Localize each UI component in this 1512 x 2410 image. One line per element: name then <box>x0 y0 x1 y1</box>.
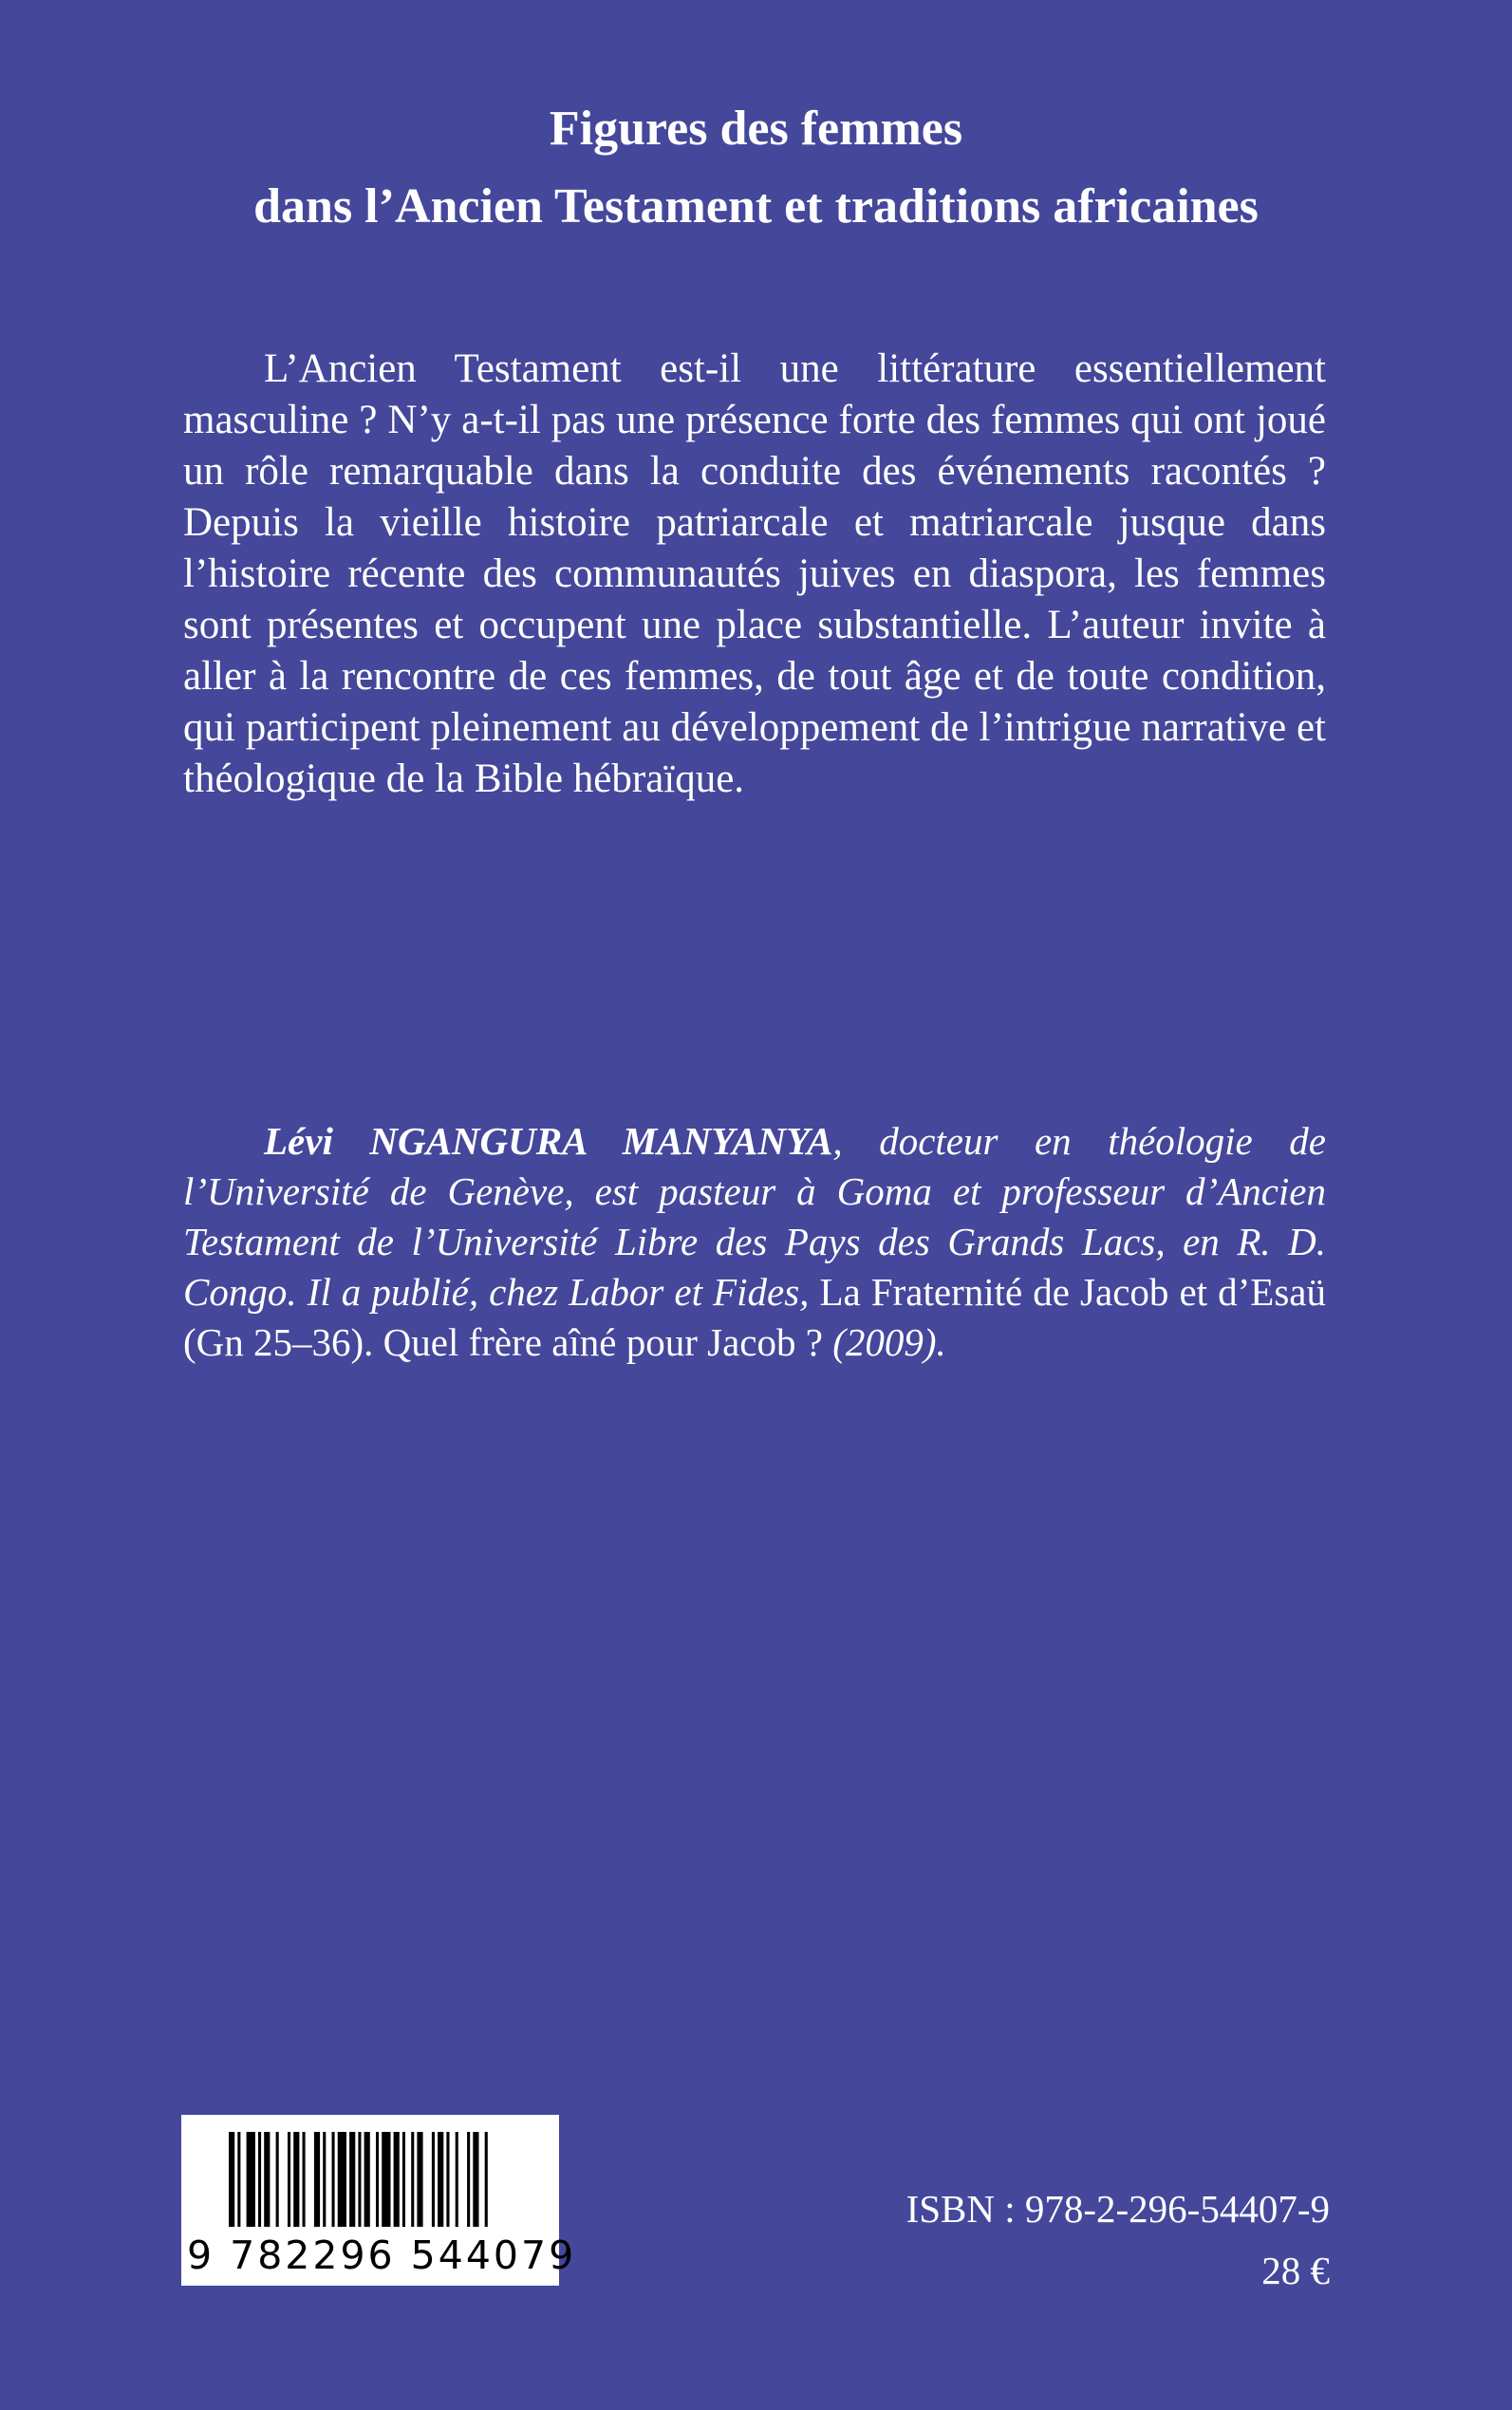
barcode-bar <box>358 2132 361 2227</box>
barcode-bar <box>332 2132 335 2227</box>
barcode-bar <box>364 2132 370 2227</box>
barcode-bar <box>456 2132 458 2227</box>
author-bio <box>183 1116 1326 1368</box>
barcode-bar <box>276 2132 279 2227</box>
barcode-bar <box>264 2132 270 2227</box>
barcode-bar <box>303 2132 306 2227</box>
barcode-bar <box>417 2132 422 2227</box>
barcode-bar <box>467 2132 470 2227</box>
barcode-bar <box>288 2132 290 2227</box>
barcode-bar <box>229 2132 234 2227</box>
title-line-1: Figures des femmes <box>549 102 963 156</box>
barcode-bar <box>411 2132 414 2227</box>
barcode-bar <box>338 2132 346 2227</box>
isbn-label: ISBN : 978-2-296-54407-9 <box>905 2187 1330 2231</box>
barcode-bar <box>402 2132 405 2227</box>
barcode-bar <box>258 2132 261 2227</box>
barcode-bar <box>446 2132 449 2227</box>
book-title <box>0 90 1512 246</box>
published-book-title: La Fraternité de Jacob et d’Esaü (Gn 25–36). Quel frère aîné pour Jacob ? <box>183 1270 1326 1364</box>
barcode-bar <box>432 2132 435 2227</box>
barcode-bar <box>485 2132 488 2227</box>
published-book-year: (2009). <box>822 1320 946 1364</box>
book-summary <box>183 344 1326 805</box>
price-label: 28 € <box>1261 2249 1330 2292</box>
barcode <box>181 2115 577 2286</box>
barcode-bar <box>314 2132 320 2227</box>
barcode-bar <box>349 2132 355 2227</box>
barcode-bar <box>323 2132 326 2227</box>
title-line-2: dans l’Ancien Testament et traditions africaines <box>253 179 1259 234</box>
barcode-bar <box>382 2132 390 2227</box>
barcode-bar <box>247 2132 255 2227</box>
barcode-bar <box>473 2132 478 2227</box>
barcode-bar <box>237 2132 240 2227</box>
author-description: , docteur en théologie de l’Université de Genève, est pasteur à Goma et professeur d’Ancien Testament de l’Université Libre des Pays des Grands Lacs, en R. D. Congo. Il a publié, chez Labor et Fides, <box>183 1119 1326 1314</box>
barcode-bar <box>394 2132 400 2227</box>
barcode-bar <box>293 2132 299 2227</box>
barcode-bar <box>438 2132 443 2227</box>
barcode-bar <box>376 2132 379 2227</box>
summary-paragraph: L’Ancien Testament est-il une littérature essentiellement masculine ? N’y a-t-il pas une présence forte des femmes qui ont joué un rôle remarquable dans la conduite des événements racontés ? Depuis la vieille histoire patriarcale et matriarcale jusque dans l’histoire récente des communautés juives en diaspora, les femmes sont présentes et occupent une place substantielle. L’auteur invite à aller à la rencontre de ces femmes, de tout âge et de toute condition, qui participent pleinement au développement de l’intrigue narrative et théologique de la Bible hébraïque. <box>183 346 1326 801</box>
author-name: Lévi NGANGURA MANYANYA <box>264 1119 833 1163</box>
barcode-digits: 9 782296 544079 <box>187 2233 577 2278</box>
author-bio-paragraph <box>183 1116 1326 1368</box>
